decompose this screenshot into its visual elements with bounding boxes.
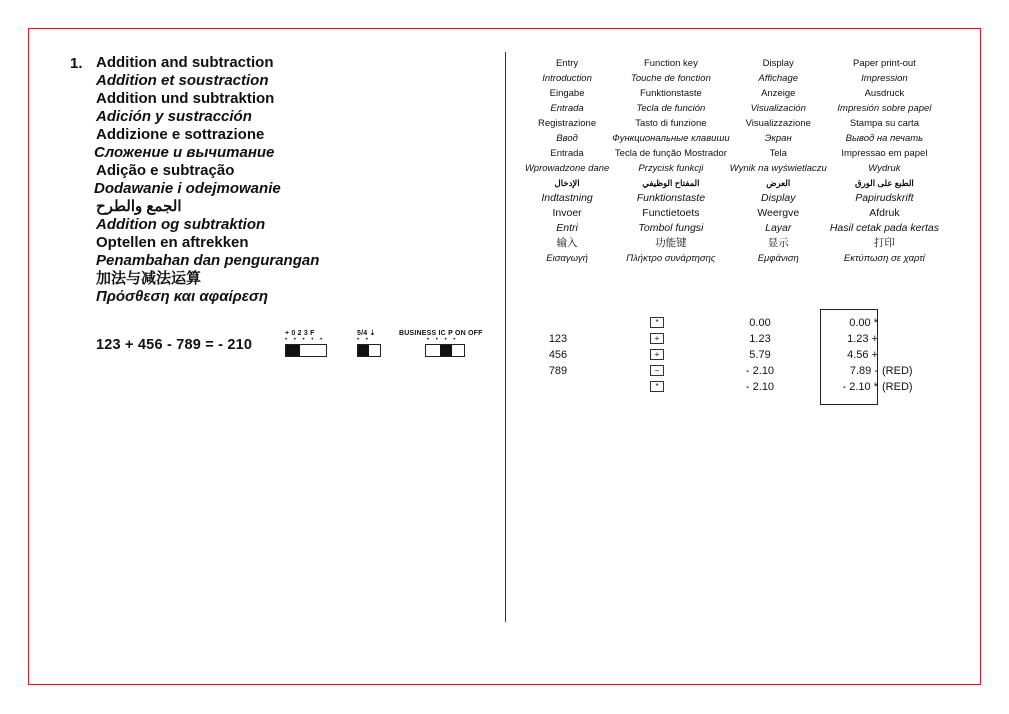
header-row [522, 116, 942, 131]
display-header: Visualización [750, 103, 806, 114]
paper-printout-value: 7.89 - [849, 365, 878, 377]
column-header-table [522, 56, 942, 266]
section-title: 加法与减法运算 [96, 270, 202, 287]
calc-row [522, 316, 942, 332]
header-row [522, 131, 942, 146]
header-row [522, 236, 942, 251]
display-header: Layar [765, 222, 792, 234]
paper-printout-header: Ausdruck [864, 88, 905, 99]
rounding-switch-slot [357, 344, 381, 357]
function-key-header: Tecla de função Mostrador [614, 148, 727, 159]
entry-header: Registrazione [538, 118, 597, 129]
entry-header: Indtastning [541, 192, 593, 204]
entry-header: الإدخال [554, 178, 580, 188]
rounding-switch-ticks: • • [357, 337, 371, 343]
section-title: Addition et soustraction [96, 72, 269, 89]
decimal-switch [285, 330, 327, 357]
display-value: 0.00 [749, 317, 771, 329]
decimal-switch-slot [285, 344, 327, 357]
function-key-header: Функциональные клавиши [612, 133, 730, 144]
paper-printout-header: الطبع على الورق [855, 178, 914, 188]
calc-row [522, 364, 942, 380]
display-header: 显示 [767, 237, 789, 249]
section-title: Πρόσθεση και αφαίρεση [96, 288, 269, 305]
header-row [522, 86, 942, 101]
rounding-switch [357, 330, 381, 357]
rounding-switch-knob [358, 345, 369, 356]
paper-printout-header: Hasil cetak pada kertas [829, 222, 939, 234]
header-row [522, 176, 942, 191]
header-row [522, 191, 942, 206]
display-header: Εμφάνιση [757, 253, 799, 264]
calc-row [522, 380, 942, 396]
display-header: Display [762, 58, 794, 69]
entry-header: Eingabe [549, 88, 585, 99]
function-key-header: Funktionstaste [640, 88, 702, 99]
display-value: - 2.10 [745, 365, 775, 377]
section-title: Adição e subtração [96, 162, 235, 179]
entry-header: Entrada [550, 103, 584, 114]
function-key-header: Touche de fonction [630, 73, 711, 84]
paper-printout-header: Afdruk [869, 207, 900, 219]
display-header: Display [761, 192, 796, 204]
display-header: Affichage [758, 73, 799, 84]
section-title: Addition and subtraction [96, 54, 274, 71]
paper-printout-header: 打印 [873, 237, 895, 249]
mode-switch-slot [425, 344, 465, 357]
function-key-icon: * [650, 381, 664, 392]
print-color-note: (RED) [882, 381, 913, 393]
entry-header: Entri [556, 222, 578, 234]
paper-printout-header: Impresión sobre papel [837, 103, 932, 114]
display-header: Visualizzazione [745, 118, 811, 129]
function-key-header: Πλήκτρο συνάρτησης [626, 253, 716, 264]
display-header: Weergve [757, 207, 800, 219]
paper-printout-header: Impression [861, 73, 908, 84]
section-title: Сложение и вычитание [94, 144, 275, 161]
section-title: Adición y sustracción [96, 108, 252, 125]
header-row [522, 101, 942, 116]
display-value: 1.23 [749, 333, 771, 345]
entry-header: Entry [555, 58, 579, 69]
decimal-switch-label: + 0 2 3 F [285, 330, 315, 337]
paper-printout-value: 0.00 * [849, 317, 878, 329]
display-value: 5.79 [749, 349, 771, 361]
rounding-switch-label: 5/4 ⇣ [357, 330, 376, 337]
paper-printout-header: Εκτύπωση σε χαρτί [843, 253, 925, 264]
calc-row [522, 332, 942, 348]
header-row [522, 146, 942, 161]
mode-switch-label: BUSINESS IC P ON OFF [399, 330, 483, 337]
function-key-header: Tombol fungsi [638, 222, 704, 234]
section-number: 1. [70, 55, 83, 72]
display-header: Wynik na wyświetlaczu [729, 163, 827, 174]
entry-header: Wprowadzone dane [524, 163, 610, 174]
function-key-header: Funktionstaste [636, 192, 706, 204]
entry-value: 456 [548, 349, 568, 361]
paper-printout-header: Stampa su carta [849, 118, 919, 129]
entry-header: Introduction [542, 73, 592, 84]
section-title: الجمع والطرح [96, 198, 182, 215]
section-title: Dodawanie i odejmowanie [94, 180, 281, 197]
header-row [522, 251, 942, 266]
paper-printout-header: Papirudskrift [855, 192, 914, 204]
function-key-header: Tecla de función [636, 103, 706, 114]
entry-header: Entrada [550, 148, 584, 159]
section-title: Addizione e sottrazione [96, 126, 265, 143]
entry-header: Invoer [552, 207, 582, 219]
paper-printout-value: - 2.10 * [842, 381, 878, 393]
section-title: Penambahan dan pengurangan [96, 252, 320, 269]
section-title: Addition und subtraktion [96, 90, 275, 107]
decimal-switch-ticks: • • • • • [285, 337, 325, 343]
print-color-note: (RED) [882, 365, 913, 377]
header-row [522, 221, 942, 236]
entry-value: 123 [548, 333, 568, 345]
paper-printout-header: Impressao em papel [841, 148, 928, 159]
section-title-list [96, 55, 319, 307]
function-key-header: Functietoets [642, 207, 700, 219]
header-row [522, 71, 942, 86]
paper-printout-header: Paper print-out [852, 58, 916, 69]
column-divider [505, 52, 506, 622]
display-header: العرض [766, 178, 791, 188]
header-row [522, 206, 942, 221]
function-key-header: Przycisk funkcji [638, 163, 704, 174]
display-header: Tela [769, 148, 787, 159]
paper-printout-header: Wydruk [868, 163, 901, 174]
mode-switch-knob [440, 345, 452, 356]
entry-header: Ввод [556, 133, 578, 144]
paper-printout-value: 1.23 + [847, 333, 878, 345]
entry-header: 输入 [556, 237, 578, 249]
function-key-icon: + [650, 349, 664, 360]
header-row [522, 56, 942, 71]
calc-row [522, 348, 942, 364]
function-key-header: Function key [643, 58, 698, 69]
function-key-icon: − [650, 365, 664, 376]
section-title: Addition og subtraktion [96, 216, 266, 233]
decimal-switch-knob [286, 345, 300, 356]
calculation-steps [522, 316, 942, 396]
function-key-header: المفتاح الوظيفي [642, 178, 700, 188]
paper-printout-value: 4.56 + [847, 349, 878, 361]
function-key-icon: + [650, 333, 664, 344]
function-key-header: Tasto di funzione [635, 118, 707, 129]
display-value: - 2.10 [745, 381, 775, 393]
function-key-header: 功能键 [655, 237, 687, 249]
entry-header: Εισαγωγή [546, 253, 588, 264]
header-row [522, 161, 942, 176]
function-key-icon: * [650, 317, 664, 328]
entry-value: 789 [548, 365, 568, 377]
paper-printout-header: Вывод на печать [845, 133, 924, 144]
display-header: Экран [764, 133, 792, 144]
example-equation: 123 + 456 - 789 = - 210 [96, 337, 253, 353]
display-header: Anzeige [761, 88, 796, 99]
mode-switch [399, 330, 483, 357]
mode-switch-ticks: • • • • [427, 337, 458, 343]
section-title: Optellen en aftrekken [96, 234, 249, 251]
